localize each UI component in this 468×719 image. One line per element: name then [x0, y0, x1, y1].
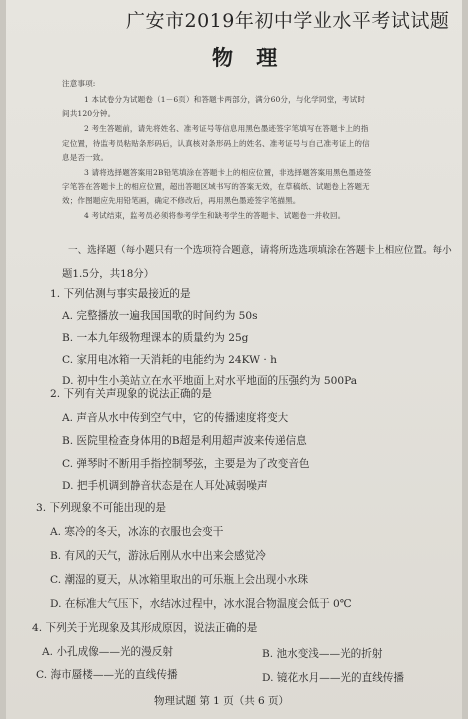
option-a: A. 完整播放一遍我国国歌的时间约为 50s — [62, 310, 258, 322]
option-b: B. 一本九年级物理课本的质量约为 25g — [62, 332, 249, 344]
option-d: D. 初中生小美站立在水平地面上对水平地面的压强约为 500Pa — [62, 375, 358, 387]
note-line: 定位置，待监考员粘贴条形码后，认真核对条形码上的姓名、准考证号与自己准考证上的信 — [62, 139, 370, 148]
option-b: B. 医院里检查身体用的B超是利用超声波来传递信息 — [62, 435, 307, 447]
note-line: 2 考生答题前，请先将姓名、准考证号等信息用黑色墨迹签字笔填写在答题卡上的指 — [84, 124, 369, 133]
option-b: B. 池水变浅——光的折射 — [262, 648, 383, 660]
subject-title: 物 理 — [212, 45, 286, 70]
option-a: A. 小孔成像——光的漫反射 — [42, 646, 173, 658]
option-d: D. 镜花水月——光的直线传播 — [262, 672, 404, 684]
notes-heading: 注意事项: — [62, 79, 96, 88]
option-c: C. 弹琴时不断用手指控制琴弦，主要是为了改变音色 — [62, 458, 310, 470]
option-b: B. 有风的天气，游泳后刚从水中出来会感觉冷 — [50, 550, 266, 562]
question-stem: 4. 下列关于光现象及其形成原因，说法正确的是 — [32, 622, 258, 634]
page-footer: 物理试题 第 1 页（共 6 页） — [154, 695, 290, 707]
option-c: C. 海市蜃楼——光的直线传播 — [36, 669, 178, 681]
option-c: C. 家用电冰箱一天消耗的电能约为 24KW · h — [62, 354, 277, 366]
option-d: D. 把手机调到静音状态是在人耳处减弱噪声 — [62, 480, 268, 492]
exam-paper — [6, 0, 462, 719]
note-line: 字笔答在答题卡上的相应位置，超出答题区域书写的答案无效，在草稿纸、试题卷上答题无 — [62, 182, 370, 191]
question-stem: 2. 下列有关声现象的说法正确的是 — [50, 388, 212, 400]
exam-title: 广安市2019年初中学业水平考试试题 — [126, 10, 450, 32]
option-a: A. 寒冷的冬天，冰冻的衣服也会变干 — [50, 526, 224, 538]
note-line: 4 考试结束，监考员必须将参考学生和缺考学生的答题卡、试题卷一并收回。 — [84, 211, 346, 220]
option-a: A. 声音从水中传到空气中，它的传播速度将变大 — [62, 412, 289, 424]
note-line: 1 本试卷分为试题卷（1－6页）和答题卡两部分，满分60分，与化学同堂，考试时 — [84, 95, 366, 104]
note-line: 效；作图题应先用铅笔画，确定不修改后，再用黑色墨迹签字笔描黑。 — [62, 196, 301, 205]
question-stem: 3. 下列现象不可能出现的是 — [36, 502, 167, 514]
section-heading-cont: 题1.5分，共18分） — [62, 268, 155, 280]
note-line: 息是否一致。 — [62, 153, 109, 162]
question-stem: 1. 下列估测与事实最接近的是 — [50, 288, 191, 300]
section-heading: 一、选择题（每小题只有一个选项符合题意，请将所选选项填涂在答题卡上相应位置。每小 — [68, 245, 452, 256]
note-line: 3 请将选择题答案用2B铅笔填涂在答题卡上的相应位置，非选择题答案用黑色墨迹签 — [84, 168, 372, 177]
note-line: 间共120分钟。 — [62, 109, 116, 118]
option-c: C. 潮湿的夏天，从冰箱里取出的可乐瓶上会出现小水珠 — [50, 574, 309, 586]
option-d: D. 在标准大气压下，水结冰过程中，冰水混合物温度会低于 0℃ — [50, 598, 352, 610]
